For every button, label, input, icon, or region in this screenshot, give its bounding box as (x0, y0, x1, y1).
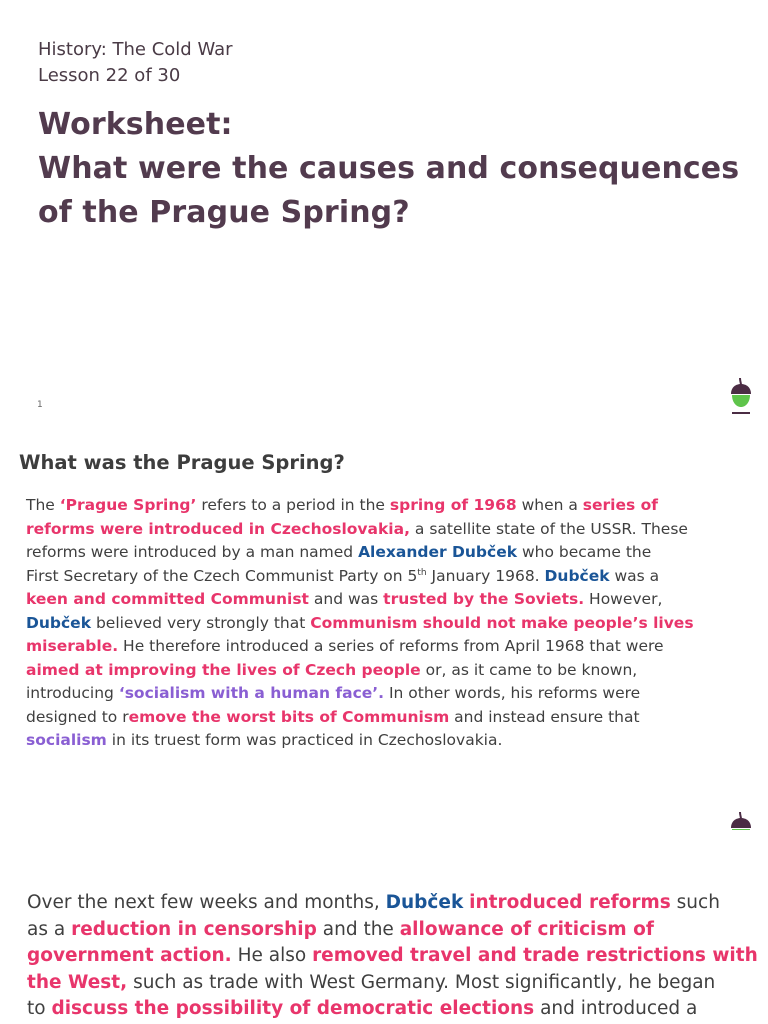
key-term-highlight: allowance of criticism of (399, 918, 654, 940)
key-term-highlight: emove the worst bits of Communism (128, 707, 450, 726)
body-text: and the (316, 918, 400, 940)
body-text: or, as it came to be known, (420, 660, 638, 679)
text-line (27, 970, 747, 997)
title-line: of the Prague Spring? (38, 195, 410, 230)
key-term-highlight: ‘Prague Spring’ (59, 496, 197, 514)
key-term-highlight: Communism should not make people’s lives (310, 613, 694, 632)
key-term-highlight: reduction in censorship (71, 918, 317, 940)
title-line: Worksheet: (38, 107, 233, 142)
body-paragraph (26, 494, 738, 753)
body-text: introducing (26, 684, 119, 702)
concept-highlight: socialism (26, 731, 107, 749)
worksheet-title (38, 103, 748, 235)
text-line (26, 682, 738, 706)
body-text: in its truest form was practiced in Czechoslovakia. (106, 731, 503, 749)
text-line (26, 612, 738, 636)
body-text: reforms were introduced by a man named (26, 543, 359, 561)
body-text: In other words, his reforms were (384, 684, 641, 702)
body-text: designed to r (26, 707, 129, 726)
lesson-number: Lesson 22 of 30 (38, 65, 181, 86)
body-text: who became the (517, 543, 652, 561)
key-term-highlight: keen and committed Communist (26, 590, 309, 608)
text-line (26, 588, 738, 612)
text-line (27, 996, 747, 1023)
person-name-highlight: Dubček (544, 566, 610, 585)
body-text: January 1968. (426, 566, 545, 585)
key-term-highlight: government action. (27, 945, 232, 966)
body-text: as a (27, 918, 72, 940)
body-text: and was (308, 590, 384, 608)
concept-highlight: ‘socialism with a human face’. (118, 684, 385, 702)
key-term-highlight: reforms were introduced in Czechoslovakia, (26, 519, 410, 538)
key-term-highlight: miserable. (26, 637, 119, 655)
text-line (26, 565, 738, 589)
person-name-highlight: Dubček (26, 613, 92, 632)
body-text: and instead ensure that (449, 707, 640, 726)
body-text: He also (231, 945, 313, 966)
key-term-highlight: introduced reforms (469, 892, 671, 913)
text-line (26, 541, 738, 565)
body-text: refers to a period in the (196, 496, 390, 514)
text-line (26, 706, 738, 730)
text-line (26, 659, 738, 683)
body-text: First Secretary of the Czech Communist Party on 5 (26, 566, 418, 585)
text-line (27, 917, 747, 944)
body-text: believed very strongly that (91, 613, 311, 632)
body-text: He therefore introduced a series of reforms from April 1968 that were (118, 637, 664, 655)
key-term-highlight: removed travel and trade restrictions with (312, 945, 758, 966)
body-text: such as trade with West Germany. Most significantly, he began (127, 971, 716, 993)
page-number: 1 (37, 400, 43, 410)
title-line: What were the causes and consequences (38, 151, 740, 186)
content-slide (0, 430, 768, 830)
body-text: and introduced a (534, 998, 698, 1019)
content-slide (0, 830, 768, 1024)
text-line (26, 494, 738, 518)
body-text: to (27, 998, 52, 1019)
body-text: was a (609, 566, 660, 585)
body-paragraph (27, 890, 758, 1023)
key-term-highlight: aimed at improving the lives of Czech people (26, 660, 421, 679)
text-line (26, 635, 738, 659)
person-name-highlight: Alexander Dubček (358, 543, 518, 561)
body-text: However, (584, 590, 663, 608)
text-line (27, 943, 758, 970)
body-text: when a (516, 496, 583, 514)
key-term-highlight: series of (582, 496, 659, 514)
key-term-highlight: the West, (27, 971, 128, 993)
text-line (26, 729, 738, 753)
key-term-highlight: trusted by the Soviets. (383, 590, 585, 608)
course-name: History: The Cold War (38, 39, 233, 60)
acorn-logo-icon (729, 376, 753, 416)
body-text: Over the next few weeks and months, (27, 892, 386, 913)
text-line (27, 890, 747, 917)
superscript: th (417, 567, 427, 578)
body-text: a satellite state of the USSR. These (409, 519, 688, 538)
key-term-highlight: discuss the possibility of democratic elections (51, 998, 535, 1019)
body-text: The (26, 496, 60, 514)
key-term-highlight: spring of 1968 (389, 496, 517, 514)
body-text: such (670, 892, 720, 913)
title-slide (0, 0, 768, 430)
section-heading: What was the Prague Spring? (19, 451, 345, 474)
text-line (26, 518, 738, 542)
course-info (38, 37, 233, 89)
person-name-highlight: Dubček (385, 892, 464, 913)
